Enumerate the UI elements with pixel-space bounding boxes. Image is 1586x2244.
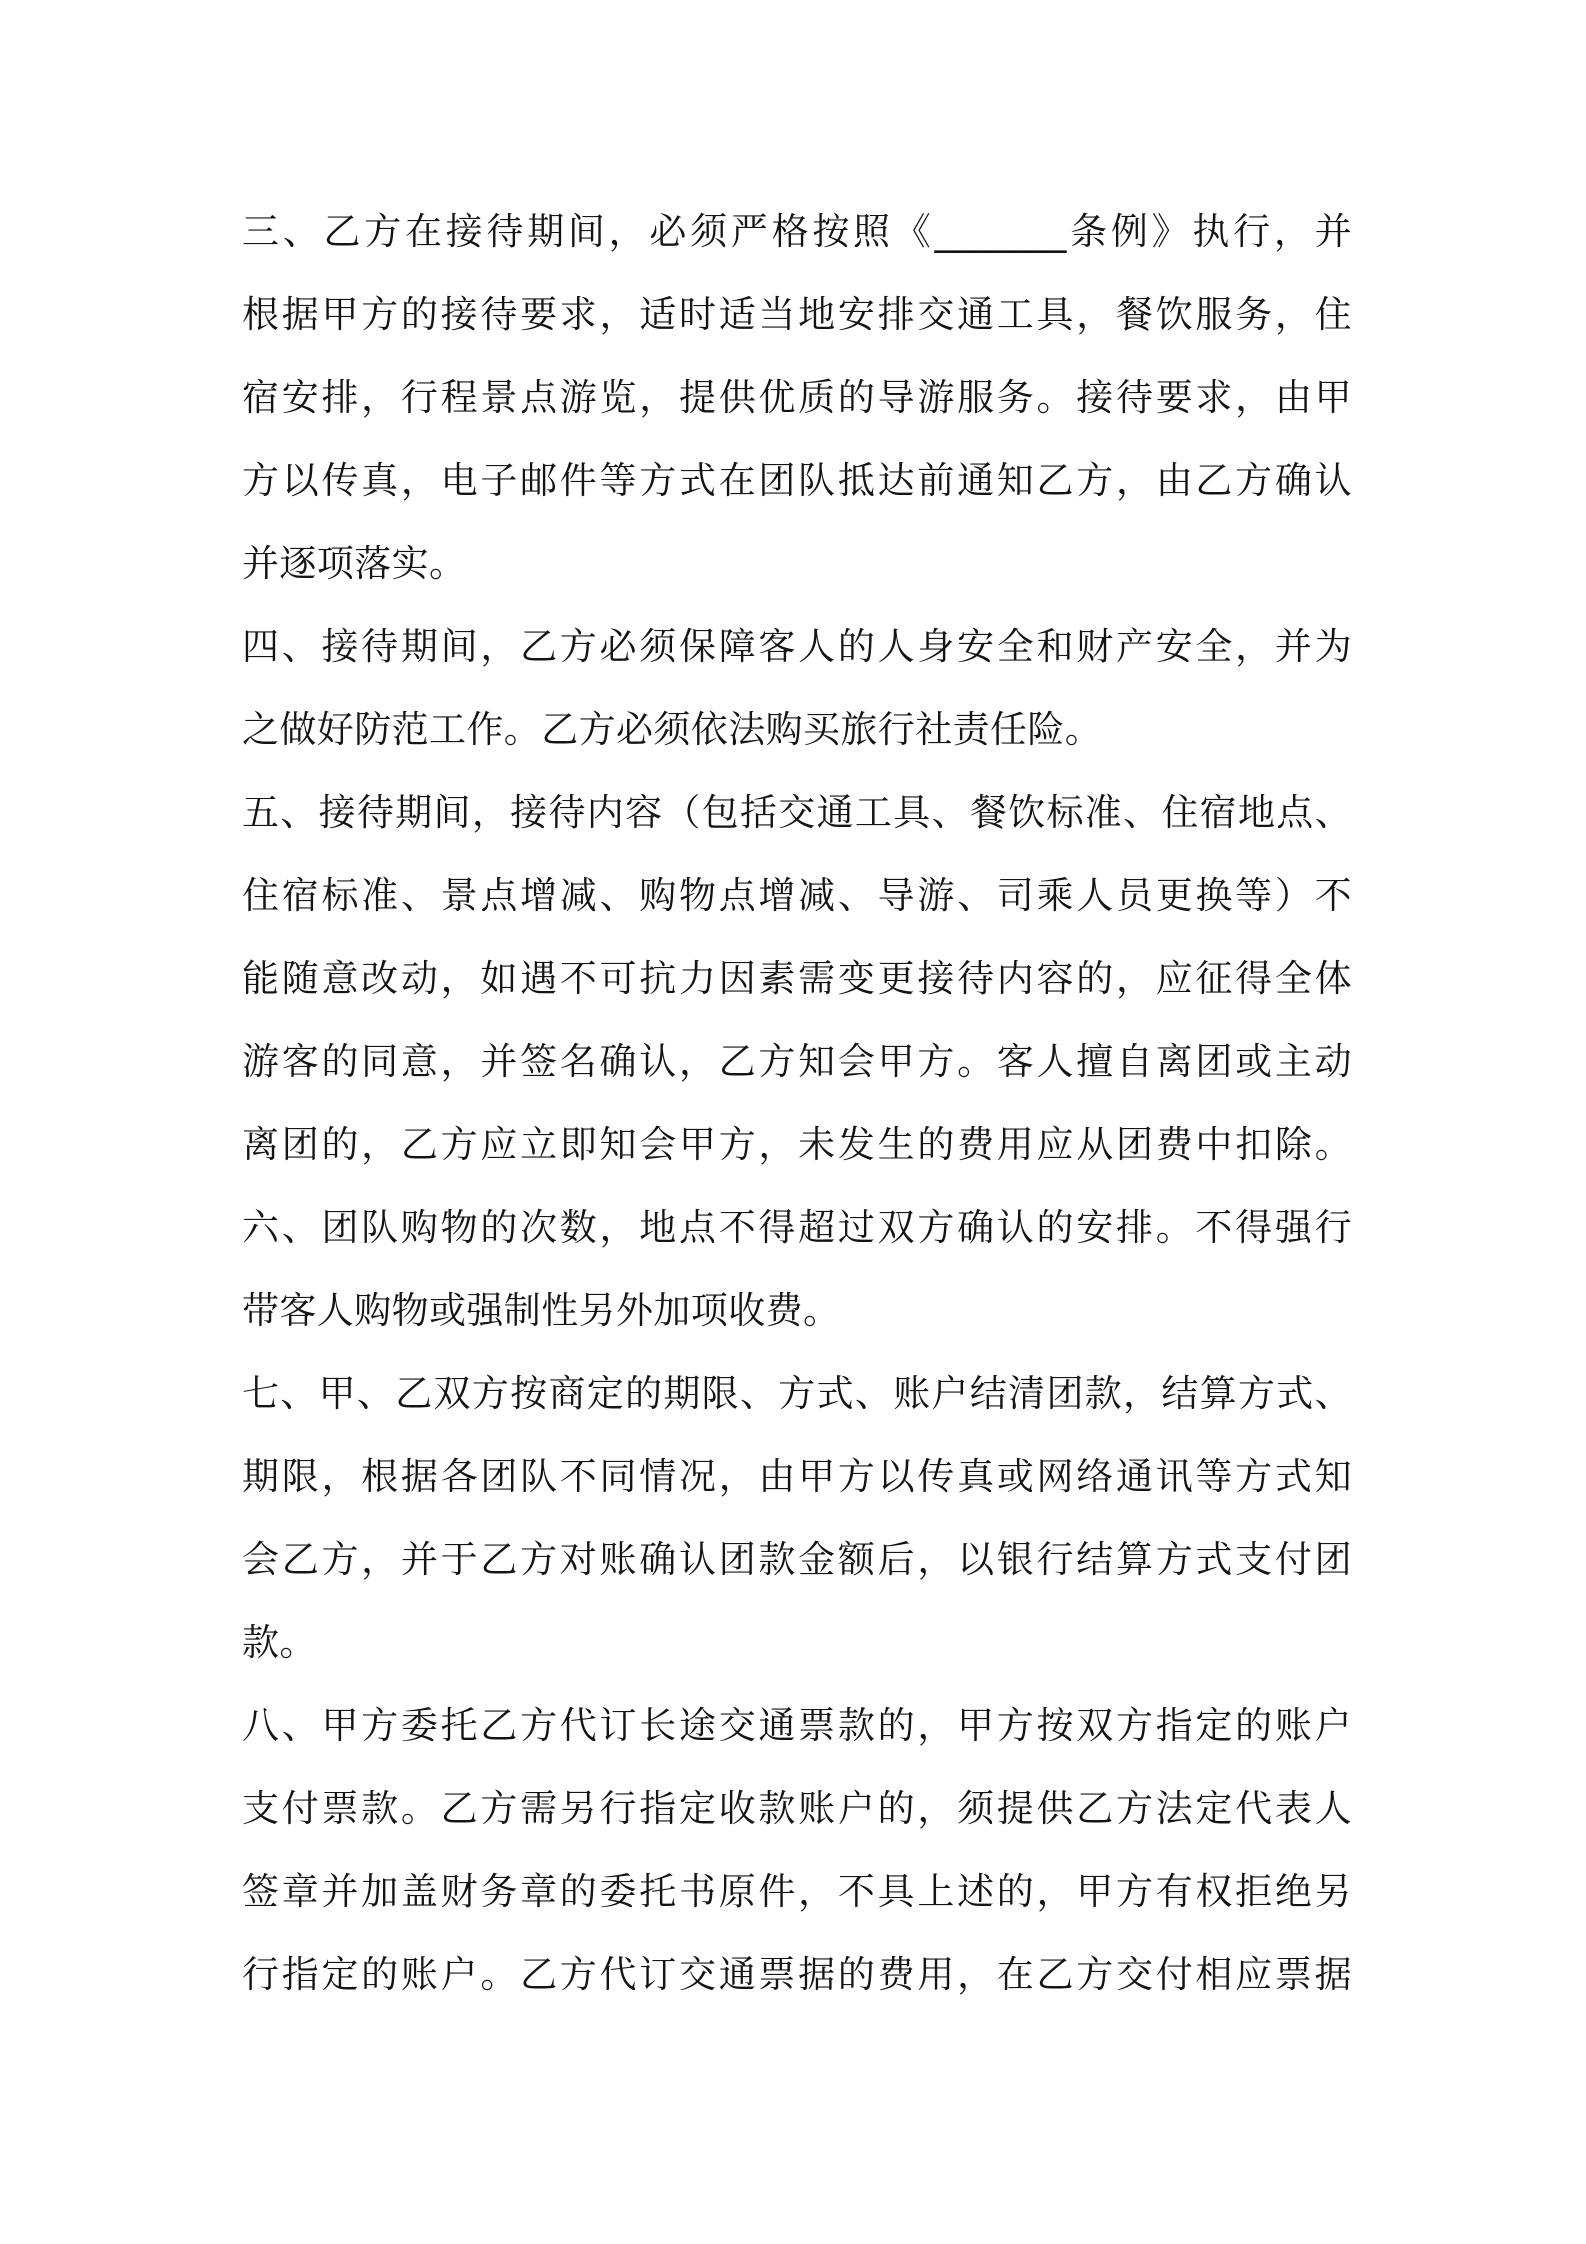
text-line: 会乙方，并于乙方对账确认团款金额后，以银行结算方式支付团 xyxy=(242,1538,1352,1581)
text-line: 支付票款。乙方需另行指定收款账户的，须提供乙方法定代表人 xyxy=(242,1787,1352,1830)
text-line: 四、接待期间，乙方必须保障客人的人身安全和财产安全，并为 xyxy=(242,625,1352,668)
text-line: 八、甲方委托乙方代订长途交通票款的，甲方按双方指定的账户 xyxy=(242,1704,1352,1747)
text-line: 宿安排，行程景点游览，提供优质的导游服务。接待要求，由甲 xyxy=(242,376,1352,419)
text-line: 签章并加盖财务章的委托书原件，不具上述的，甲方有权拒绝另 xyxy=(242,1870,1352,1913)
text-line: 游客的同意，并签名确认，乙方知会甲方。客人擅自离团或主动 xyxy=(242,1040,1352,1083)
text-line: 行指定的账户。乙方代订交通票据的费用，在乙方交付相应票据 xyxy=(242,1953,1352,1996)
text-line: 七、甲、乙双方按商定的期限、方式、账户结清团款，结算方式、 xyxy=(242,1372,1352,1415)
text-line: 五、接待期间，接待内容（包括交通工具、餐饮标准、住宿地点、 xyxy=(242,791,1352,834)
text-line: 方以传真，电子邮件等方式在团队抵达前通知乙方，由乙方确认 xyxy=(242,459,1352,502)
text-line: 根据甲方的接待要求，适时适当地安排交通工具，餐饮服务，住 xyxy=(242,293,1352,336)
text-line: 带客人购物或强制性另外加项收费。 xyxy=(242,1289,841,1332)
text-line: 三、乙方在接待期间，必须严格按照《_______条例》执行，并 xyxy=(242,210,1352,253)
text-line: 住宿标准、景点增减、购物点增减、导游、司乘人员更换等）不 xyxy=(242,874,1352,917)
text-line: 能随意改动，如遇不可抗力因素需变更接待内容的，应征得全体 xyxy=(242,957,1352,1000)
text-line: 款。 xyxy=(242,1621,317,1664)
document-body xyxy=(242,190,1352,2016)
text-line: 之做好防范工作。乙方必须依法购买旅行社责任险。 xyxy=(242,708,1103,751)
text-line: 并逐项落实。 xyxy=(242,542,467,585)
text-line: 期限，根据各团队不同情况，由甲方以传真或网络通讯等方式知 xyxy=(242,1455,1352,1498)
text-line: 六、团队购物的次数，地点不得超过双方确认的安排。不得强行 xyxy=(242,1206,1352,1249)
text-line: 离团的，乙方应立即知会甲方，未发生的费用应从团费中扣除。 xyxy=(242,1123,1352,1166)
